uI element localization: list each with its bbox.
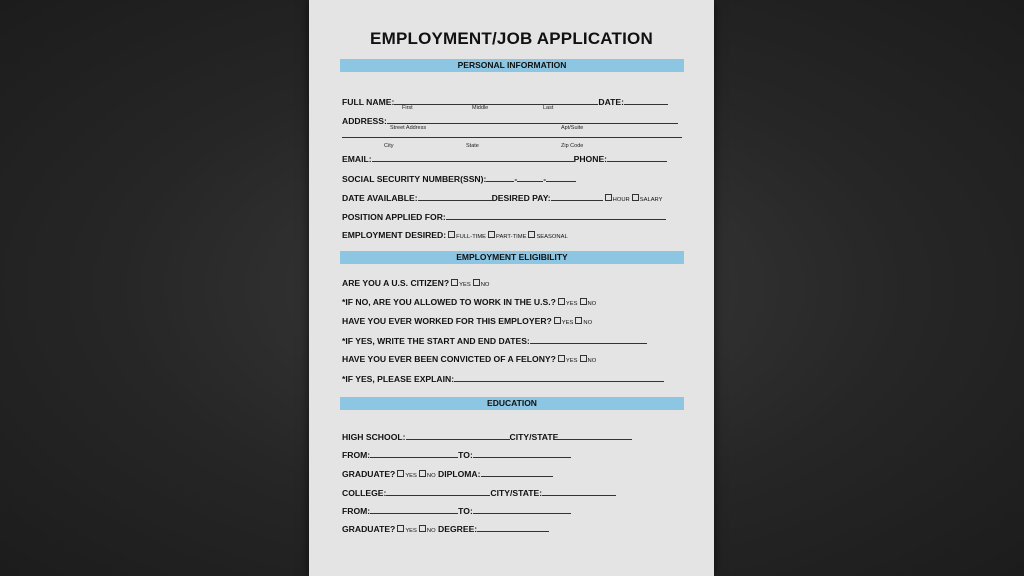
employment-desired-row bbox=[342, 230, 568, 243]
employment-desired-label: EMPLOYMENT DESIRED: bbox=[342, 230, 447, 240]
high-school-field[interactable] bbox=[406, 431, 510, 440]
section-header-eligibility: EMPLOYMENT ELIGIBILITY bbox=[340, 251, 684, 264]
dates-question: *IF YES, WRITE THE START AND END DATES: bbox=[342, 336, 530, 346]
diploma-field[interactable] bbox=[481, 468, 553, 477]
dates-field[interactable] bbox=[530, 335, 647, 344]
college-from-label: FROM: bbox=[342, 506, 371, 516]
college-graduate-yes-checkbox[interactable] bbox=[397, 525, 404, 532]
ssn-part2-field[interactable] bbox=[517, 173, 543, 182]
allowed-row bbox=[342, 297, 596, 310]
hs-graduate-yes-checkbox[interactable] bbox=[397, 470, 404, 477]
degree-field[interactable] bbox=[477, 523, 549, 532]
full-time-checkbox[interactable] bbox=[448, 231, 455, 238]
no-label: NO bbox=[426, 473, 436, 479]
no-label: NO bbox=[587, 301, 597, 307]
explain-field[interactable] bbox=[454, 373, 664, 382]
felony-no-checkbox[interactable] bbox=[580, 355, 587, 362]
apt-suite-hint: Apt/Suite bbox=[561, 125, 584, 131]
full-name-row bbox=[342, 96, 668, 108]
hs-city-state-label: CITY/STATE bbox=[509, 432, 559, 442]
college-dates-row bbox=[342, 505, 571, 517]
city-state-zip-field[interactable] bbox=[342, 137, 682, 138]
date-field[interactable] bbox=[624, 96, 668, 105]
address-label: ADDRESS: bbox=[342, 116, 387, 126]
application-form-page bbox=[309, 0, 714, 576]
seasonal-label: SEASONAL bbox=[536, 234, 568, 240]
ssn-dash: - bbox=[543, 174, 547, 184]
degree-label: DEGREE: bbox=[438, 524, 478, 534]
phone-label: PHONE: bbox=[573, 154, 608, 164]
ssn-label: SOCIAL SECURITY NUMBER(SSN): bbox=[342, 174, 487, 184]
hs-graduate-no-checkbox[interactable] bbox=[419, 470, 426, 477]
desired-pay-label: DESIRED PAY: bbox=[491, 193, 551, 203]
high-school-row bbox=[342, 431, 632, 443]
hs-to-field[interactable] bbox=[473, 449, 571, 458]
date-available-label: DATE AVAILABLE: bbox=[342, 193, 418, 203]
hs-graduate-row bbox=[342, 468, 553, 482]
college-graduate-row bbox=[342, 523, 549, 537]
date-available-field[interactable] bbox=[418, 192, 492, 201]
ssn-part3-field[interactable] bbox=[546, 173, 576, 182]
hour-option-label: HOUR bbox=[612, 197, 630, 203]
seasonal-checkbox[interactable] bbox=[528, 231, 535, 238]
citizen-question: ARE YOU A U.S. CITIZEN? bbox=[342, 278, 450, 288]
phone-field[interactable] bbox=[607, 153, 667, 162]
college-city-state-field[interactable] bbox=[542, 487, 616, 496]
hs-from-label: FROM: bbox=[342, 450, 371, 460]
hs-dates-row bbox=[342, 449, 571, 461]
position-row bbox=[342, 211, 666, 223]
diploma-label: DIPLOMA: bbox=[438, 469, 481, 479]
felony-question: HAVE YOU EVER BEEN CONVICTED OF A FELONY? bbox=[342, 354, 556, 364]
college-row bbox=[342, 487, 616, 499]
first-name-hint: First bbox=[402, 105, 413, 111]
no-label: NO bbox=[583, 320, 593, 326]
yes-label: YES bbox=[405, 473, 417, 479]
availability-row bbox=[342, 192, 663, 206]
dates-row bbox=[342, 335, 647, 347]
ssn-dash: - bbox=[514, 174, 518, 184]
college-to-field[interactable] bbox=[473, 505, 571, 514]
full-name-field[interactable] bbox=[394, 96, 598, 105]
college-field[interactable] bbox=[386, 487, 490, 496]
hs-from-field[interactable] bbox=[370, 449, 458, 458]
worked-row bbox=[342, 316, 592, 329]
date-label: DATE: bbox=[598, 97, 624, 107]
college-graduate-label: GRADUATE? bbox=[342, 524, 396, 534]
full-name-label: FULL NAME: bbox=[342, 97, 395, 107]
part-time-label: PART-TIME bbox=[496, 234, 527, 240]
citizen-yes-checkbox[interactable] bbox=[451, 279, 458, 286]
high-school-label: HIGH SCHOOL: bbox=[342, 432, 406, 442]
email-row bbox=[342, 153, 667, 165]
ssn-row bbox=[342, 173, 576, 185]
middle-name-hint: Middle bbox=[472, 105, 489, 111]
desired-pay-field[interactable] bbox=[551, 192, 603, 201]
street-address-hint: Street Address bbox=[390, 125, 427, 131]
state-hint: State bbox=[466, 143, 479, 149]
college-label: COLLEGE: bbox=[342, 488, 387, 498]
email-label: EMAIL: bbox=[342, 154, 372, 164]
felony-yes-checkbox[interactable] bbox=[558, 355, 565, 362]
college-graduate-no-checkbox[interactable] bbox=[419, 525, 426, 532]
last-name-hint: Last bbox=[543, 105, 554, 111]
allowed-no-checkbox[interactable] bbox=[580, 298, 587, 305]
hs-graduate-label: GRADUATE? bbox=[342, 469, 396, 479]
college-to-label: TO: bbox=[458, 506, 473, 516]
yes-label: YES bbox=[565, 301, 578, 307]
section-header-education: EDUCATION bbox=[340, 397, 684, 410]
hs-city-state-field[interactable] bbox=[558, 431, 632, 440]
full-time-label: FULL-TIME bbox=[456, 234, 487, 240]
explain-row bbox=[342, 373, 664, 385]
salary-checkbox[interactable] bbox=[632, 194, 639, 201]
no-label: NO bbox=[587, 358, 597, 364]
felony-row bbox=[342, 354, 596, 367]
position-field[interactable] bbox=[446, 211, 666, 220]
worked-question: HAVE YOU EVER WORKED FOR THIS EMPLOYER? bbox=[342, 316, 552, 326]
form-title: EMPLOYMENT/JOB APPLICATION bbox=[370, 29, 653, 48]
yes-label: YES bbox=[459, 282, 471, 288]
hour-checkbox[interactable] bbox=[605, 194, 612, 201]
zip-code-hint: Zip Code bbox=[561, 143, 584, 149]
position-label: POSITION APPLIED FOR: bbox=[342, 212, 446, 222]
allowed-yes-checkbox[interactable] bbox=[558, 298, 565, 305]
citizen-no-checkbox[interactable] bbox=[473, 279, 480, 286]
section-header-personal: PERSONAL INFORMATION bbox=[340, 59, 684, 72]
allowed-question: *IF NO, ARE YOU ALLOWED TO WORK IN THE U.S.? bbox=[342, 297, 556, 307]
explain-question: *IF YES, PLEASE EXPLAIN: bbox=[342, 374, 455, 384]
salary-option-label: SALARY bbox=[639, 197, 663, 203]
hs-to-label: TO: bbox=[458, 450, 473, 460]
worked-no-checkbox[interactable] bbox=[575, 317, 582, 324]
yes-label: YES bbox=[405, 528, 417, 534]
no-label: NO bbox=[480, 282, 490, 288]
worked-yes-checkbox[interactable] bbox=[554, 317, 561, 324]
college-from-field[interactable] bbox=[370, 505, 458, 514]
city-hint: City bbox=[384, 143, 394, 149]
no-label: NO bbox=[426, 528, 436, 534]
email-field[interactable] bbox=[372, 153, 574, 162]
yes-label: YES bbox=[565, 358, 578, 364]
street-address-field[interactable] bbox=[387, 115, 678, 124]
citizen-row bbox=[342, 278, 489, 291]
ssn-part1-field[interactable] bbox=[486, 173, 514, 182]
college-city-state-label: CITY/STATE: bbox=[490, 488, 543, 498]
part-time-checkbox[interactable] bbox=[488, 231, 495, 238]
yes-label: YES bbox=[561, 320, 574, 326]
